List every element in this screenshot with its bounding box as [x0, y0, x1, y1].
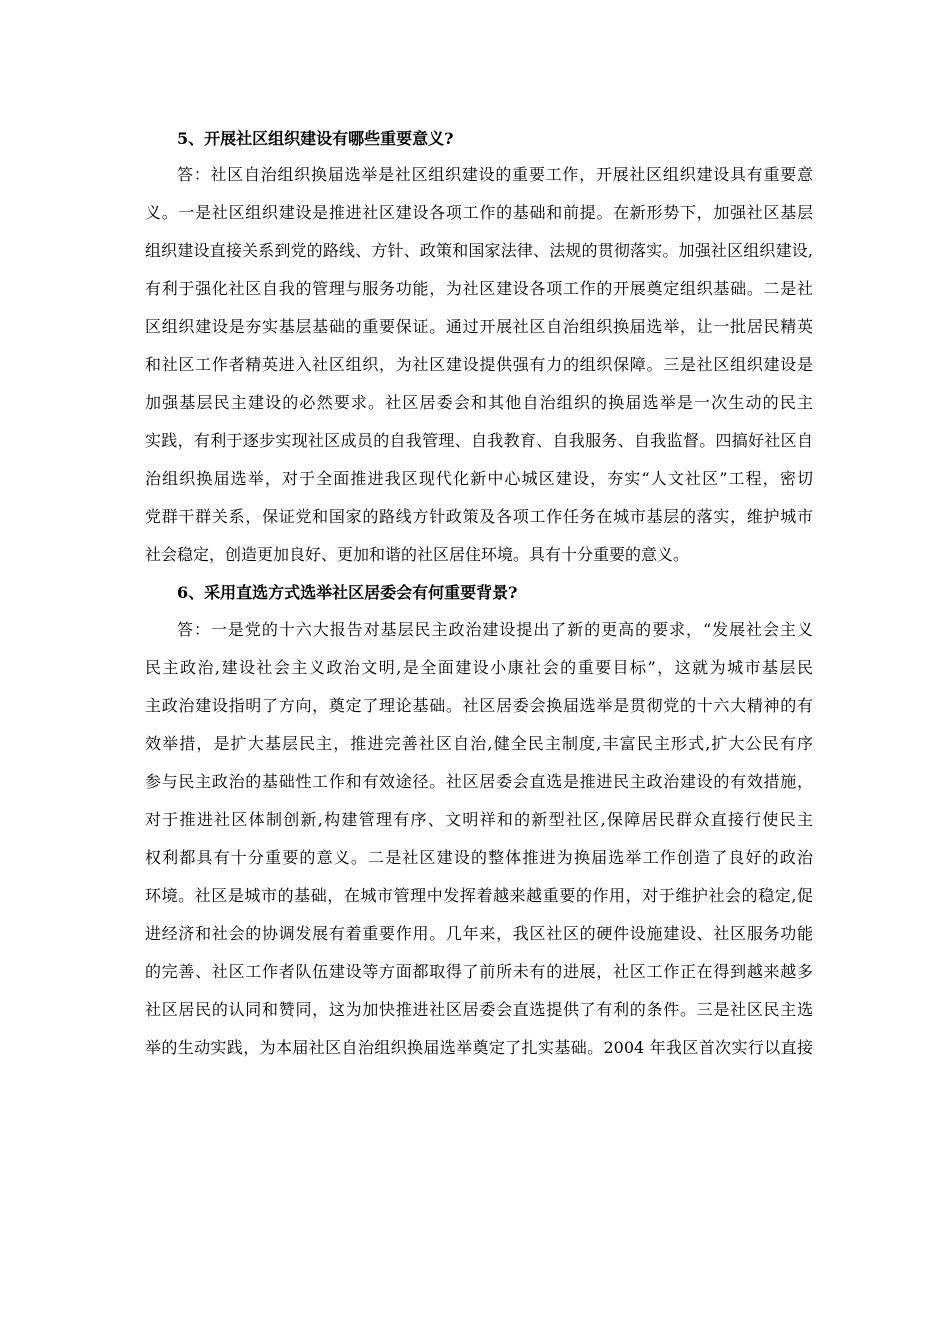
- paragraph-line: 区组织建设是夯实基层基础的重要保证。通过开展社区自治组织换届选举，让一批居民精英: [145, 317, 813, 336]
- section-6-heading: 6、采用直选方式选举社区居委会有何重要背景?: [177, 583, 518, 602]
- paragraph-line: 加强基层民主建设的必然要求。社区居委会和其他自治组织的换届选举是一次生动的民主: [145, 393, 813, 412]
- paragraph-line: 效举措，是扩大基层民主，推进完善社区自治,健全民主制度,丰富民主形式,扩大公民有序: [145, 734, 813, 753]
- paragraph-line: 实践，有利于逐步实现社区成员的自我管理、自我教育、自我服务、自我监督。四搞好社区自: [145, 431, 813, 450]
- paragraph-line: 参与民主政治的基础性工作和有效途径。社区居委会直选是推进民主政治建设的有效措施，: [145, 772, 813, 791]
- paragraph-line: 主政治建设指明了方向，奠定了理论基础。社区居委会换届选举是贯彻党的十六大精神的有: [145, 696, 813, 715]
- section-5-heading: 5、开展社区组织建设有哪些重要意义?: [177, 129, 454, 148]
- paragraph-line: 环境。社区是城市的基础，在城市管理中发挥着越来越重要的作用，对于维护社会的稳定,促: [145, 886, 813, 905]
- paragraph-line: 社会稳定，创造更加良好、更加和谐的社区居住环境。具有十分重要的意义。: [145, 545, 690, 564]
- paragraph-line: 党群干群关系，保证党和国家的路线方针政策及各项工作任务在城市基层的落实，维护城市: [145, 507, 813, 526]
- paragraph-line: 治组织换届选举，对于全面推进我区现代化新中心城区建设，夯实“人文社区”工程，密切: [145, 469, 813, 488]
- paragraph-line: 义。一是社区组织建设是推进社区建设各项工作的基础和前提。在新形势下，加强社区基层: [145, 203, 813, 222]
- paragraph-line: 社区居民的认同和赞同，这为加快推进社区居委会直选提供了有利的条件。三是社区民主选: [145, 1000, 813, 1019]
- paragraph-line: 有利于强化社区自我的管理与服务功能，为社区建设各项工作的开展奠定组织基础。二是社: [145, 279, 813, 298]
- paragraph-line: 和社区工作者精英进入社区组织，为社区建设提供强有力的组织保障。三是社区组织建设是: [145, 355, 813, 374]
- paragraph-line: 民主政治,建设社会主义政治文明,是全面建设小康社会的重要目标”，这就为城市基层民: [145, 658, 813, 677]
- paragraph-line: 答：一是党的十六大报告对基层民主政治建设提出了新的更高的要求，“发展社会主义: [177, 620, 813, 639]
- paragraph-line: 答：社区自治组织换届选举是社区组织建设的重要工作，开展社区组织建设具有重要意: [177, 165, 813, 184]
- paragraph-line: 进经济和社会的协调发展有着重要作用。几年来，我区社区的硬件设施建设、社区服务功能: [145, 924, 813, 943]
- paragraph-line: 对于推进社区体制创新,构建管理有序、文明祥和的新型社区,保障居民群众直接行使民主: [145, 810, 813, 829]
- paragraph-line: 组织建设直接关系到党的路线、方针、政策和国家法律、法规的贯彻落实。加强社区组织建设,: [145, 241, 813, 260]
- paragraph-line: 举的生动实践，为本届社区自治组织换届选举奠定了扎实基础。2004 年我区首次实行以直接: [145, 1038, 813, 1057]
- paragraph-line: 权利都具有十分重要的意义。二是社区建设的整体推进为换届选举工作创造了良好的政治: [145, 848, 813, 867]
- paragraph-line: 的完善、社区工作者队伍建设等方面都取得了前所未有的进展，社区工作正在得到越来越多: [145, 962, 813, 981]
